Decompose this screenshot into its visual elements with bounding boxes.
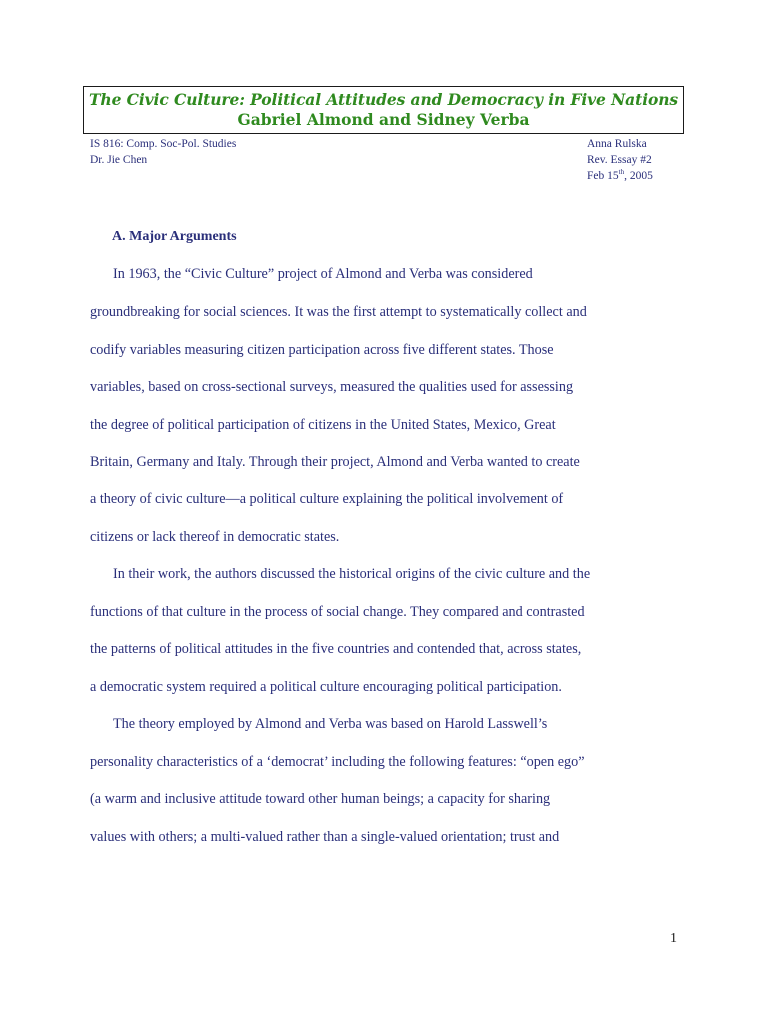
body-line: groundbreaking for social sciences. It was the first attempt to systematically collect and [90,304,587,320]
body-line: functions of that culture in the process of social change. They compared and contrasted [90,604,585,620]
date-prefix: Feb 15 [587,170,619,182]
book-authors: Gabriel Almond and Sidney Verba [237,110,530,129]
body-line: the degree of political participation of citizens in the United States, Mexico, Great [90,417,556,433]
date-label [587,168,653,184]
body-line: In their work, the authors discussed the historical origins of the civic culture and the [113,566,591,582]
book-title: The Civic Culture: Political Attitudes and Democracy in Five Nations [88,90,679,109]
body-line: citizens or lack thereof in democratic states. [90,529,340,545]
body-line: a democratic system required a political culture encouraging political participation. [90,679,562,695]
date-suffix: th [618,168,625,177]
body-line: personality characteristics of a ‘democrat’ including the following features: “open ego” [90,754,585,770]
title-box [83,86,684,134]
body-line: (a warm and inclusive attitude toward other human beings; a capacity for sharing [90,791,551,807]
body-line: variables, based on cross-sectional surveys, measured the qualities used for assessing [90,379,574,395]
body-line: Britain, Germany and Italy. Through their project, Almond and Verba wanted to create [90,454,580,470]
body-line: codify variables measuring citizen participation across five different states. Those [90,342,554,358]
meta-left [90,136,236,168]
section-heading: A. Major Arguments [112,229,237,244]
body-line: values with others; a multi-valued rather than a single-valued orientation; trust and [90,829,560,845]
author-label: Anna Rulska [587,138,647,150]
page-number: 1 [670,931,677,946]
body-line: In 1963, the “Civic Culture” project of Almond and Verba was considered [113,266,533,282]
instructor-label: Dr. Jie Chen [90,154,148,166]
body-line: a theory of civic culture—a political culture explaining the political involvement of [90,491,564,507]
essay-label: Rev. Essay #2 [587,154,652,166]
date-year: , 2005 [624,170,653,182]
body-line: The theory employed by Almond and Verba was based on Harold Lasswell’s [113,716,548,732]
body-line: the patterns of political attitudes in the five countries and contended that, across states, [90,641,582,657]
course-label: IS 816: Comp. Soc-Pol. Studies [90,138,237,150]
meta-right [587,136,653,184]
